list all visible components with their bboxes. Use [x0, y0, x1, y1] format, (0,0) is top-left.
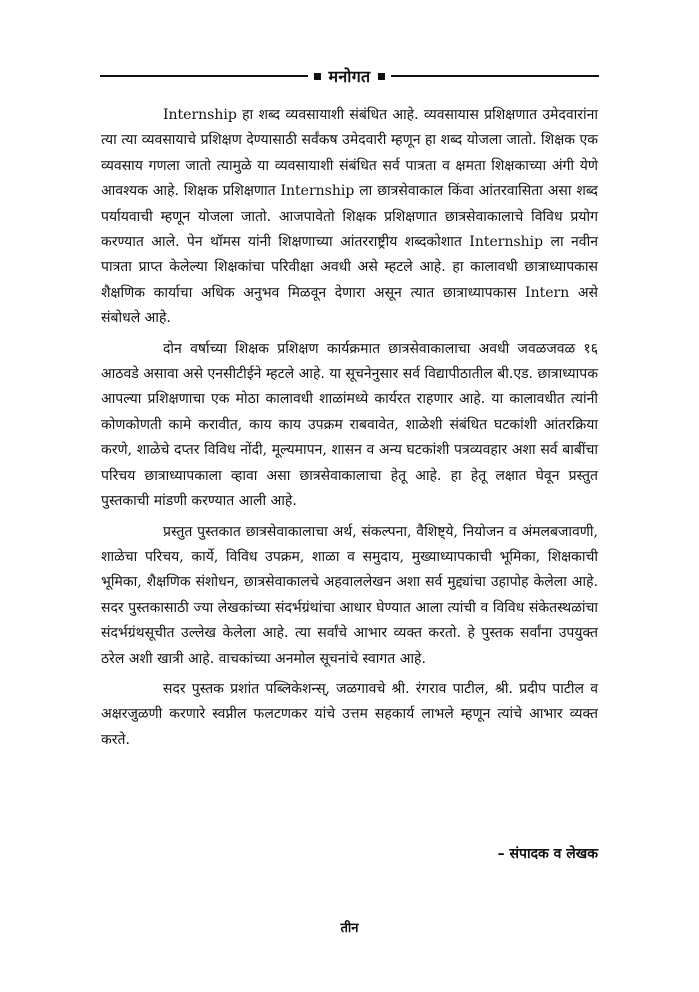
heading-row: [100, 64, 599, 88]
heading-rule-left: [100, 75, 308, 77]
paragraph: प्रस्तुत पुस्तकात छात्रसेवाकालाचा अर्थ, संकल्पना, वैशिष्ट्ये, नियोजन व अंमलबजावणी, शाळेचा परिचय, कार्ये, विविध उपक्रम, शाळा व समुदाय, मुख्याध्यापकाची भूमिका, शिक्षकाची भूमिका, शैक्षणिक संशोधन, छात्रसेवाकालचे अहवाललेखन अशा सर्व मुद्द्यांचा उहापोह केलेला आहे. सदर पुस्तकासाठी ज्या लेखकांच्या संदर्भग्रंथांचा आधार घेण्यात आला त्यांची व विविध संकेतस्थळांचा संदर्भग्रंथसूचीत उल्लेख केलेला आहे. त्या सर्वांचे आभार व्यक्त करतो. हे पुस्तक सर्वांना उपयुक्त ठरेल अशी खात्री आहे. वाचकांच्या अनमोल सूचनांचे स्वागत आहे.: [101, 523, 598, 667]
heading-bullet-left: [314, 73, 321, 80]
paragraph: Internship हा शब्द व्यवसायाशी संबंधित आहे. व्यवसायास प्रशिक्षणात उमेदवारांना त्या त्या व्यवसायाचे प्रशिक्षण देण्यासाठी सर्वंकष उमेदवारी म्हणून हा शब्द योजला जातो. शिक्षक एक व्यवसाय गणला जातो त्यामुळे या व्यवसायाशी संबंधित सर्व पात्रता व क्षमता शिक्षकाच्या अंगी येणे आवश्यक आहे. शिक्षक प्रशिक्षणात Internship ला छात्रसेवाकाल किंवा आंतरवासिता असा शब्द पर्यायवाची म्हणून योजला जातो. आजपावेतो शिक्षक प्रशिक्षणात छात्रसेवाकालाचे विविध प्रयोग करण्यात आले. पेन थॉमस यांनी शिक्षणाच्या आंतरराष्ट्रीय शब्दकोशात Internship ला नवीन पात्रता प्राप्त केलेल्या शिक्षकांचा परिवीक्षा अवधी असे म्हटले आहे. हा कालावधी छात्राध्यापकास शैक्षणिक कार्याचा अधिक अनुभव मिळवून देणारा असून त्यात छात्राध्यापकास Intern असे संबोधले आहे.: [101, 107, 598, 327]
paragraph: दोन वर्षाच्या शिक्षक प्रशिक्षण कार्यक्रमात छात्रसेवाकालाचा अवधी जवळजवळ १६ आठवडे असावा असे एनसीटीईने म्हटले आहे. या सूचनेनुसार सर्व विद्यापीठातील बी.एड. छात्राध्यापक आपल्या प्रशिक्षणाचा एक मोठा कालावधी शाळांमध्ये कार्यरत राहणार आहे. या कालावधीत त्यांनी कोणकोणती कामे करावीत, काय काय उपक्रम राबवावेत, शाळेशी संबंधित घटकांशी आंतरक्रिया करणे, शाळेचे दप्तर विविध नोंदी, मूल्यमापन, शासन व अन्य घटकांशी पत्रव्यवहार अशा सर्व बाबींचा परिचय छात्राध्यापकाला व्हावा असा छात्रसेवाकालाचा हेतू आहे. हा हेतू लक्षात घेवून प्रस्तुत पुस्तकाची मांडणी करण्यात आली आहे.: [101, 340, 598, 510]
body-text: [101, 103, 598, 758]
page-title: मनोगत: [328, 67, 371, 86]
paragraph: सदर पुस्तक प्रशांत पब्लिकेशन्स्, जळगावचे श्री. रंगराव पाटील, श्री. प्रदीप पाटील व अक्षरजुळणी करणारे स्वप्नील फलटणकर यांचे उत्तम सहकार्य लाभले म्हणून त्यांचे आभार व्यक्त करते.: [101, 680, 598, 748]
page-number: तीन: [340, 921, 359, 936]
heading-rule-right: [391, 75, 599, 77]
author-signature: – संपादक व लेखक: [497, 846, 598, 862]
heading-bullet-right: [378, 73, 385, 80]
